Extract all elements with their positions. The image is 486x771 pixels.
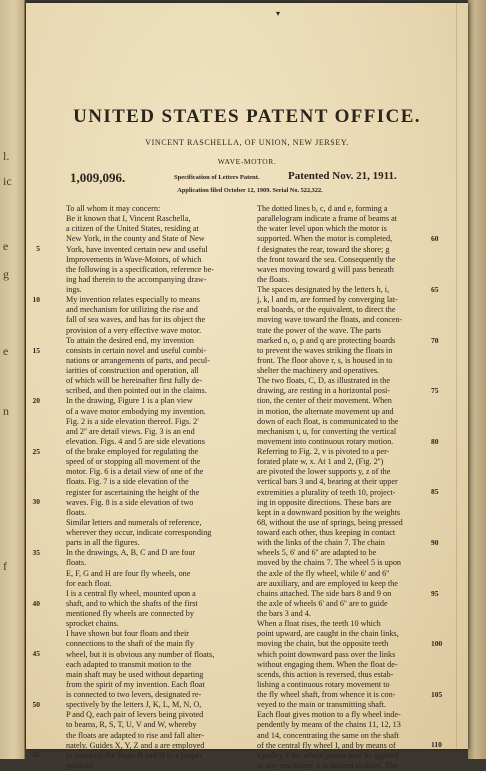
page-title: UNITED STATES PATENT OFFICE. (73, 106, 421, 127)
text-line: each adapted to transmit motion to the (66, 659, 192, 669)
text-line: moving the chain, but the opposite teeth (257, 639, 389, 649)
line-number: 85 (431, 487, 439, 497)
text-line: eral boards, or the equivalent, to direct the (257, 305, 396, 315)
line-number: 90 (431, 537, 439, 547)
text-line: speed of or stopping all movement of the (66, 457, 201, 467)
text-line: waves moving toward g will pass beneath (257, 264, 394, 274)
line-number: 50 (32, 699, 40, 709)
text-line: main shaft may be used without departing (66, 669, 204, 679)
text-line: of the central fly wheel I, and by means of (257, 740, 396, 750)
margin-mark: l. (3, 149, 10, 163)
text-line: the axle of wheels 6' and 6'' are to guide (257, 598, 388, 608)
text-line: in motion, the alternate movement up and (257, 406, 394, 416)
text-line: the fly wheel shaft, from whence it is con- (257, 690, 396, 699)
text-line: tion, the center of their movement. When (257, 396, 392, 406)
text-line: Referring to Fig. 2, v is pivoted to a per- (257, 447, 390, 456)
text-line: the floats. (257, 274, 290, 284)
text-line: floats. Fig. 7 is a side elevation of the (66, 477, 189, 487)
right-page-edge (468, 0, 486, 759)
text-line: the bars 3 and 4. (257, 609, 311, 618)
patent-page (26, 3, 468, 770)
text-line: spectively by the letters J, K, L, M, N, O, (66, 700, 202, 710)
text-line: provision of a very effective wave motor. (66, 325, 202, 335)
text-line: moving wave toward the floats, and concen- (257, 315, 403, 325)
application-line: Application filed October 12, 1909. Serial No. 522,322. (177, 187, 323, 194)
text-line: which point downward pass over the links (257, 649, 396, 659)
text-line: floats. (66, 558, 87, 568)
text-line: In the drawing, Figure 1 is a plan view (66, 396, 193, 406)
line-number: 65 (431, 284, 439, 294)
inventor-line: VINCENT RASCHELLA, OF UNION, NEW JERSEY. (145, 138, 349, 147)
specification-label: Specification of Letters Patent. (174, 174, 260, 181)
text-line: forated plate w, x. At 1 and 2, (Fig. 2'') (257, 457, 384, 467)
text-line: shelter the machinery and operatives. (257, 366, 380, 375)
text-line: In the drawings, A, B, C and D are four (66, 548, 196, 558)
line-number: 100 (431, 639, 443, 649)
text-line: extremities a plurality of teeth 10, project- (257, 487, 396, 497)
text-line: marked n, o, p and q are protecting boards (257, 335, 396, 345)
line-number: 35 (32, 548, 40, 558)
margin-mark: n (3, 404, 9, 418)
text-line: mechanism t, u, for converting the vertical (257, 426, 397, 436)
text-line: mentioned fly wheels are connected by (66, 609, 194, 618)
text-line: parallelogram indicate a frame of beams at (257, 214, 398, 224)
margin-mark: g (3, 267, 9, 281)
text-line: a pulley I' the whole power may be applied (257, 750, 399, 760)
text-line: P and Q, each pair of levers being pivoted (66, 710, 204, 720)
text-line: is connected to two levers, designated re- (66, 690, 202, 699)
text-line: position. (66, 760, 95, 770)
text-line: The dotted lines b, c, d and e, forming a (257, 204, 388, 213)
text-line: j, k, l and m, are formed by converging lat- (257, 295, 398, 305)
right-text-column (257, 204, 439, 771)
text-line: waves. Fig. 8 is a side elevation of two (66, 497, 194, 507)
text-line: to any machinery it is desired to drive. The (257, 760, 398, 770)
line-number: 45 (32, 649, 40, 659)
text-line: and 14, concentrating the same on the shaft (257, 730, 399, 740)
left-page-edge (0, 0, 25, 759)
text-line: point upward, are caught in the chain links, (257, 629, 399, 639)
text-line: To attain the desired end, my invention (66, 335, 194, 345)
line-number: 95 (431, 588, 439, 598)
text-line: down of each float, is communicated to the (257, 416, 399, 426)
line-number: 70 (431, 335, 439, 345)
text-line: movement into continuous rotary motion. (257, 436, 394, 446)
text-line: drawing, are resting in a horizontal posi- (257, 386, 391, 396)
text-line: of a wave motor embodying my invention. (66, 406, 206, 416)
text-line: 68, without the use of springs, being pressed (257, 517, 403, 527)
text-line: When a float rises, the teeth 10 which (257, 619, 381, 629)
text-line: vertical bars 3 and 4, bearing at their upper (257, 477, 398, 487)
text-line: f designates the rear, toward the shore; g (257, 244, 390, 254)
text-line: chains attached. The side bars 8 and 9 on (257, 588, 392, 598)
text-line: and mechanism for utilizing the rise and (66, 305, 198, 315)
text-line: Similar letters and numerals of reference, (66, 517, 202, 527)
text-line: connections to the shaft of the main fly (66, 639, 195, 649)
line-number: 105 (431, 689, 443, 699)
text-line: to beams, R, S, T, U, V and W, whereby (66, 720, 197, 730)
text-line: without engaging them. When the float de- (257, 659, 398, 669)
text-line: pendently by means of the chains 11, 12, 13 (257, 720, 401, 730)
text-line: the floats are adapted to rise and fall alter- (66, 730, 205, 740)
text-line: To all whom it may concern: (66, 204, 161, 213)
text-line: motor. Fig. 6 is a detail view of one of the (66, 467, 204, 477)
text-line: to maintain the floats B and D in a proper (66, 750, 203, 760)
text-line: The spaces designated by the letters h, i, (257, 285, 390, 294)
text-line: trate the power of the wave. The parts (257, 325, 381, 335)
margin-mark: f (3, 559, 7, 573)
text-line: register for ascertaining the height of the (66, 487, 200, 497)
text-line: the front toward the sea. Consequently the (257, 254, 396, 264)
text-line: kept in a downward position by the weights (257, 507, 401, 517)
text-line: elevation. Figs. 4 and 5 are side elevations (66, 436, 205, 446)
patent-subject: WAVE-MOTOR. (217, 157, 277, 166)
text-line: nations or arrangements of parts, and pecul- (66, 355, 210, 365)
text-line: the water level upon which the motor is (257, 224, 387, 234)
line-number: 40 (32, 598, 40, 608)
text-line: from the spirit of my invention. Each float (66, 679, 205, 689)
margin-mark: ic (3, 174, 12, 188)
text-line: scribed, and then pointed out in the claims. (66, 386, 207, 396)
text-line: iarities of construction and operation, all (66, 366, 199, 375)
text-line: front. The floor above r, s, is housed in to (257, 355, 393, 365)
patent-number: 1,009,096. (70, 170, 126, 185)
text-line: Fig. 2 is a side elevation thereof. Figs. 2' (66, 416, 199, 426)
line-number: 80 (431, 436, 439, 446)
text-line: are pivoted the lower supports y, z of the (257, 467, 391, 477)
text-line: a citizen of the United States, residing at (66, 224, 199, 234)
text-line: veyed to the main or transmitting shaft. (257, 700, 386, 710)
line-number: 15 (32, 345, 40, 355)
line-number: 20 (32, 396, 40, 406)
text-line: to prevent the waves striking the floats in (257, 345, 393, 355)
line-number: 110 (431, 740, 442, 750)
text-line: I is a central fly wheel, mounted upon a (66, 588, 196, 598)
text-line: sprocket chains. (66, 619, 119, 629)
text-line: Be it known that I, Vincent Raschella, (66, 214, 191, 224)
text-line: E, F, G and H are four fly wheels, one (66, 568, 191, 578)
line-number: 10 (32, 295, 40, 305)
text-line: fall of sea waves, and has for its object the (66, 315, 206, 325)
text-line: lishing a continuous rotary movement to (257, 679, 390, 689)
text-line: The two floats, C, D, as illustrated in the (257, 376, 391, 386)
text-line: floats. (66, 507, 87, 517)
top-tick-mark: ▾ (276, 9, 281, 18)
text-line: the following is a specification, reference be- (66, 264, 214, 274)
text-line: toward each other, thus keeping in contact (257, 528, 396, 537)
text-line: ing had therein to the accompanying draw- (66, 274, 207, 284)
text-line: supported. When the motor is completed, (257, 234, 393, 244)
text-line: wheel, but it is obvious any number of floats, (66, 649, 215, 659)
text-line: scends, this action is reversed, thus estab- (257, 669, 394, 679)
line-number: 30 (32, 497, 40, 507)
text-line: My invention relates especially to means (66, 295, 200, 305)
text-line: for each float. (66, 578, 112, 588)
text-line: parts in all the figures. (66, 538, 140, 548)
text-line: ing in opposite directions. These bars are (257, 497, 392, 507)
line-number: 5 (36, 244, 40, 254)
text-line: of which will be hereinafter first fully de- (66, 376, 203, 386)
line-number: 55 (32, 750, 40, 760)
text-line: York, have invented certain new and useful (66, 244, 208, 254)
text-line: moved by the chains 7. The wheel 5 is upon (257, 558, 402, 568)
text-line: New York, in the county and State of New (66, 234, 205, 244)
text-line: shaft, and to which the shafts of the first (66, 598, 198, 608)
text-line: Each float gives motion to a fly wheel inde- (257, 710, 401, 720)
margin-mark: e (3, 239, 9, 253)
left-text-column (66, 204, 248, 771)
margin-mark: e (3, 344, 9, 358)
text-line: of the brake employed for regulating the (66, 447, 199, 456)
line-number: 60 (431, 234, 439, 244)
text-line: and 2'' are detail views. Fig. 3 is an end (66, 426, 195, 436)
text-line: Improvements in Wave-Motors, of which (66, 254, 202, 264)
line-number: 25 (32, 446, 40, 456)
text-line: I have shown but four floats and their (66, 629, 190, 639)
text-line: nately. Guides X, Y, Z and a are employed (66, 740, 205, 750)
text-line: the axle of the fly wheel, while 6' and 6'' (257, 568, 390, 578)
text-line: ings. (66, 285, 82, 294)
text-line: are auxiliary, and are employed to keep the (257, 578, 398, 588)
text-line: wherever they occur, indicate corresponding (66, 528, 212, 537)
text-line: with the links of the chain 7. The chain (257, 538, 385, 548)
text-line: wheels 5, 6' and 6'' are adapted to be (257, 548, 377, 558)
text-line: consists in certain novel and useful combi- (66, 345, 207, 355)
patented-date: Patented Nov. 21, 1911. (288, 170, 397, 182)
line-number: 75 (431, 386, 439, 396)
